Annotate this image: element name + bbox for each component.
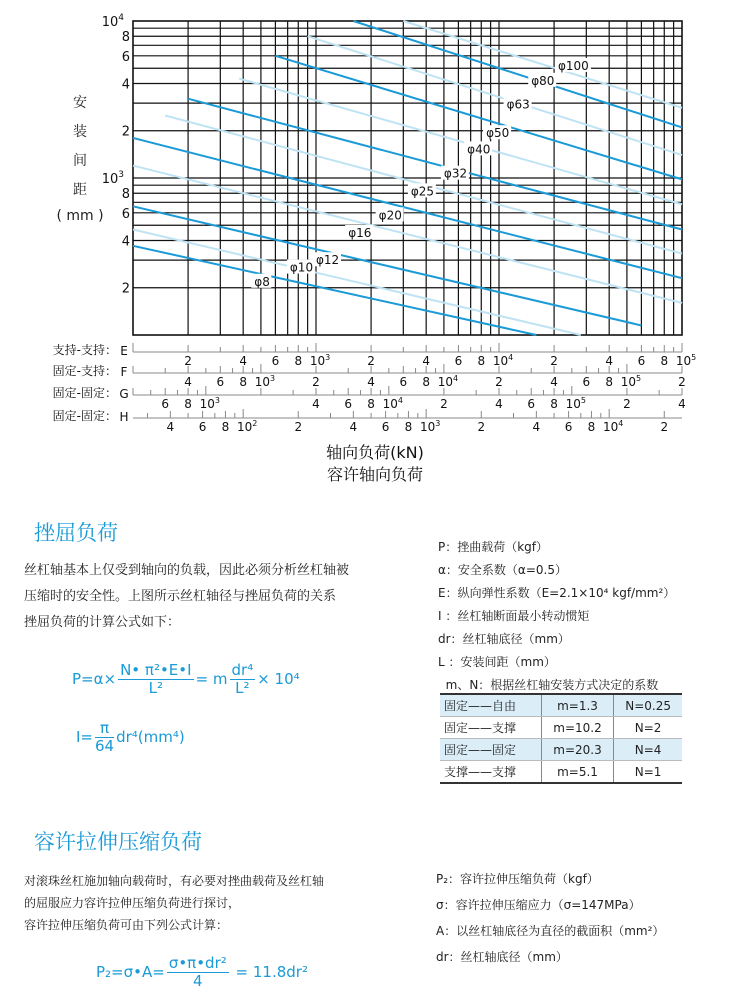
x-tick-label: 2 <box>367 354 375 368</box>
y-tick-label: 6 <box>121 206 130 222</box>
x-tick-exponent: 4 <box>508 353 514 362</box>
x-tick-label: 8 <box>239 375 247 389</box>
y-axis-ticks <box>102 13 130 297</box>
formula-fraction <box>167 955 229 990</box>
tension-paragraph <box>24 870 324 936</box>
x-tick-label: 8 <box>184 397 192 411</box>
x-tick-label: $10^4$ <box>382 396 404 411</box>
x-tick-label: 8 <box>477 354 486 368</box>
legend-item: α：安全系数（α=0.5） <box>438 563 567 577</box>
y-tick-label: 2 <box>121 281 130 297</box>
x-axis-mount-name: 固定-固定： <box>52 386 117 400</box>
y-tick-label: 8 <box>121 187 130 203</box>
paragraph-line: 容许拉伸压缩负荷可由下列公式计算： <box>24 918 229 932</box>
legend-item: A：以丝杠轴底径为直径的截面积（mm²） <box>436 924 665 938</box>
x-tick-label: $10^3$ <box>419 419 441 434</box>
x-tick-label: $10^5$ <box>565 396 587 411</box>
diameter-label: φ50 <box>486 126 510 141</box>
formula-mid: = m <box>195 670 228 688</box>
diameter-label: φ100 <box>557 58 589 73</box>
y-tick-label: 8 <box>121 30 130 46</box>
x-axis-title: 轴向负荷(kN) <box>326 443 424 462</box>
buckling-paragraph <box>24 558 349 636</box>
x-tick-label: 2 <box>294 420 303 434</box>
m-value: m=5.1 <box>541 761 613 784</box>
x-tick-label: 8 <box>294 354 303 368</box>
x-tick-label: $10^5$ <box>620 374 642 389</box>
diameter-label: φ63 <box>506 97 530 112</box>
x-tick-label: 2 <box>660 420 669 434</box>
x-tick-exponent: 3 <box>325 353 331 362</box>
mount-type: 固定——固定 <box>440 739 541 761</box>
legend-item: σ：容许拉伸压缩应力（σ=147MPa） <box>436 898 641 912</box>
fraction-denominator: 64 <box>95 737 115 755</box>
y-tick-label: 6 <box>121 49 130 65</box>
x-tick-label: 6 <box>216 375 225 389</box>
x-axis-mount-name: 固定-固定： <box>52 409 117 423</box>
x-tick-label: 2 <box>440 397 448 411</box>
paragraph-line: 的屈服应力容许拉伸压缩负荷进行探讨， <box>24 896 241 910</box>
x-axis-letter: F <box>120 365 128 379</box>
formula-tail: = 11.8dr² <box>235 963 308 981</box>
x-tick-exponent: 3 <box>435 419 441 428</box>
tension-legend <box>436 866 664 970</box>
formula-lhs: P=α× <box>72 670 117 688</box>
x-tick-label: $10^5$ <box>675 353 697 368</box>
legend-item: P₂：容许拉伸压缩负荷（kgf） <box>436 872 599 886</box>
diameter-line-16 <box>133 166 682 303</box>
legend-item: L ：安装间距（mm） <box>438 655 556 669</box>
m-value: m=20.3 <box>541 739 613 761</box>
x-tick-label: $10^4$ <box>492 353 514 368</box>
mounting-coefficient-table <box>440 693 682 784</box>
n-value: N=2 <box>614 717 682 739</box>
x-tick-label: 4 <box>605 354 613 368</box>
diameter-label: φ12 <box>316 253 340 268</box>
x-tick-label: 4 <box>678 397 686 411</box>
x-tick-label: 2 <box>184 354 192 368</box>
x-tick-label: 6 <box>344 397 353 411</box>
x-tick-exponent: 4 <box>618 419 624 428</box>
x-axis-letter: G <box>119 387 129 401</box>
section-title-buckling: 挫屈负荷 <box>34 521 118 545</box>
diameter-line-12 <box>133 206 641 325</box>
y-axis-label <box>56 92 104 237</box>
x-tick-label: 2 <box>477 420 486 434</box>
section-title-tension-compression: 容许拉伸压缩负荷 <box>34 830 202 854</box>
x-tick-label: 6 <box>399 375 408 389</box>
x-tick-label: $10^3$ <box>254 374 276 389</box>
y-tick-label: 4 <box>121 77 130 93</box>
x-tick-label: 6 <box>637 354 646 368</box>
m-value: m=1.3 <box>541 694 613 717</box>
x-tick-label: 8 <box>367 397 375 411</box>
x-tick-label: 6 <box>198 420 207 434</box>
legend-item: I ：丝杠轴断面最小转动惯矩 <box>438 609 590 623</box>
x-tick-label: 8 <box>587 420 596 434</box>
formula-lhs: P₂=σ•A= <box>96 963 165 981</box>
x-tick-label: 4 <box>349 420 358 434</box>
formula-tail: × 10⁴ <box>257 670 300 688</box>
table-row <box>440 761 682 784</box>
x-axis-subtitle: 容许轴向负荷 <box>326 465 423 484</box>
n-value: N=4 <box>614 739 682 761</box>
fraction-numerator: N• π²•E•I <box>120 661 192 679</box>
x-tick-label: 2 <box>550 354 558 368</box>
x-tick-label: 8 <box>404 420 413 434</box>
diameter-label: φ40 <box>467 142 491 157</box>
y-tick-label: $10^4$ <box>101 13 124 30</box>
x-axis-letter: H <box>119 410 129 424</box>
x-tick-label: 4 <box>239 354 247 368</box>
tension-formula <box>96 955 308 990</box>
x-tick-label: $10^2$ <box>236 419 258 434</box>
diameter-line-32 <box>188 99 682 230</box>
x-tick-label: 4 <box>422 354 430 368</box>
y-axis-label-char: 间 <box>73 153 87 169</box>
x-tick-exponent: 4 <box>397 396 404 405</box>
mount-type: 固定——自由 <box>440 694 541 717</box>
x-tick-label: 4 <box>166 420 175 434</box>
y-tick-label: $10^3$ <box>101 170 124 187</box>
diameter-label: φ16 <box>348 225 372 240</box>
x-axis-letter: E <box>120 344 128 358</box>
legend-item: E：纵向弹性系数（E=2.1×10⁴ kgf/mm²） <box>438 586 676 600</box>
x-tick-exponent: 3 <box>270 374 276 383</box>
x-tick-label: 8 <box>422 375 430 389</box>
fraction-denominator: 4 <box>193 972 203 990</box>
y-axis-label-char: 装 <box>73 124 87 140</box>
x-tick-label: 6 <box>271 354 280 368</box>
paragraph-line: 对滚珠丝杠施加轴向载荷时，有必要对挫曲载荷及丝杠轴 <box>24 874 325 888</box>
x-tick-label: 4 <box>367 375 375 389</box>
paragraph-line: 丝杠轴基本上仅受到轴向的负载，因此必须分析丝杠轴被 <box>24 563 350 578</box>
x-tick-label: 8 <box>550 397 558 411</box>
buckling-legend <box>438 536 675 697</box>
paragraph-line: 挫屈负荷的计算公式如下： <box>24 615 181 630</box>
mount-type: 支撑——支撑 <box>440 761 541 784</box>
y-tick-exponent: 4 <box>118 13 124 23</box>
x-tick-label: 6 <box>381 420 390 434</box>
x-tick-label: $10^4$ <box>437 374 459 389</box>
y-axis-label-char: 距 <box>73 182 87 198</box>
table-row <box>440 739 682 761</box>
diameter-label: φ32 <box>443 166 468 181</box>
x-tick-label: 4 <box>495 397 503 411</box>
y-tick-label: 4 <box>121 234 130 250</box>
x-tick-label: 2 <box>678 375 686 389</box>
x-axis-mount-name: 固定-支持： <box>52 364 117 378</box>
x-tick-exponent: 3 <box>214 396 221 405</box>
x-tick-label: 6 <box>454 354 463 368</box>
x-tick-label: $10^3$ <box>309 353 331 368</box>
x-axes <box>53 342 697 434</box>
formula-lhs: I= <box>76 728 93 746</box>
diameter-line-80 <box>353 21 682 127</box>
table-row <box>440 717 682 739</box>
fraction-denominator: L² <box>235 679 250 697</box>
x-tick-label: $10^4$ <box>602 419 624 434</box>
legend-item: dr：丝杠轴底径（mm） <box>436 950 568 964</box>
diameter-line-100 <box>403 21 682 108</box>
diameter-label: φ8 <box>254 274 270 289</box>
y-tick-label: 2 <box>121 124 130 140</box>
x-tick-label: $10^3$ <box>199 396 221 411</box>
paragraph-line: 压缩时的安全性。上图所示丝杠轴径与挫屈负荷的关系 <box>24 589 337 604</box>
x-tick-label: 4 <box>550 375 558 389</box>
x-tick-label: 6 <box>527 397 536 411</box>
x-tick-label: 4 <box>184 375 192 389</box>
formula-tail: dr⁴(mm⁴) <box>116 728 185 746</box>
x-tick-label: 2 <box>312 375 320 389</box>
diameter-line-10 <box>133 229 581 335</box>
x-axis-mount-name: 支持-支持： <box>52 343 117 357</box>
diameter-label: φ20 <box>378 208 402 223</box>
x-tick-label: 6 <box>582 375 591 389</box>
x-tick-exponent: 5 <box>691 353 697 362</box>
table-row <box>440 694 682 717</box>
y-axis-label-unit: ( mm ) <box>56 208 104 224</box>
fraction-numerator: σ•π•dr² <box>168 954 227 972</box>
formula-fraction <box>230 662 256 697</box>
diameter-label: φ25 <box>410 184 435 199</box>
x-tick-label: 4 <box>312 397 320 411</box>
x-tick-exponent: 5 <box>636 374 642 383</box>
x-tick-exponent: 4 <box>453 374 459 383</box>
fraction-numerator: π <box>95 720 114 738</box>
x-tick-label: 6 <box>161 397 170 411</box>
x-tick-label: 8 <box>221 420 230 434</box>
diameter-label: φ80 <box>531 73 555 88</box>
y-axis-label-char: 安 <box>73 95 87 111</box>
x-tick-exponent: 2 <box>252 419 258 428</box>
y-tick-exponent: 3 <box>118 170 124 180</box>
legend-item: m、N：根据丝杠轴安装方式决定的系数 <box>438 678 659 692</box>
allowable-load-chart <box>0 0 740 500</box>
formula-fraction <box>95 720 114 755</box>
n-value: N=1 <box>614 761 682 784</box>
n-value: N=0.25 <box>614 694 682 717</box>
formula-fraction <box>118 662 193 697</box>
x-tick-label: 6 <box>564 420 573 434</box>
mount-type: 固定——支撑 <box>440 717 541 739</box>
fraction-denominator: L² <box>148 679 163 697</box>
buckling-formula <box>72 662 300 697</box>
fraction-numerator: dr⁴ <box>231 661 254 679</box>
x-tick-label: 8 <box>660 354 669 368</box>
x-tick-label: 4 <box>532 420 541 434</box>
x-tick-label: 8 <box>605 375 613 389</box>
x-tick-label: 2 <box>495 375 503 389</box>
legend-item: P：挫曲载荷（kgf） <box>438 540 549 554</box>
m-value: m=10.2 <box>541 717 613 739</box>
inertia-formula <box>76 720 185 755</box>
legend-item: dr：丝杠轴底径（mm） <box>438 632 570 646</box>
x-tick-exponent: 5 <box>580 396 587 405</box>
diameter-label: φ10 <box>289 260 314 275</box>
x-tick-label: 2 <box>623 397 631 411</box>
